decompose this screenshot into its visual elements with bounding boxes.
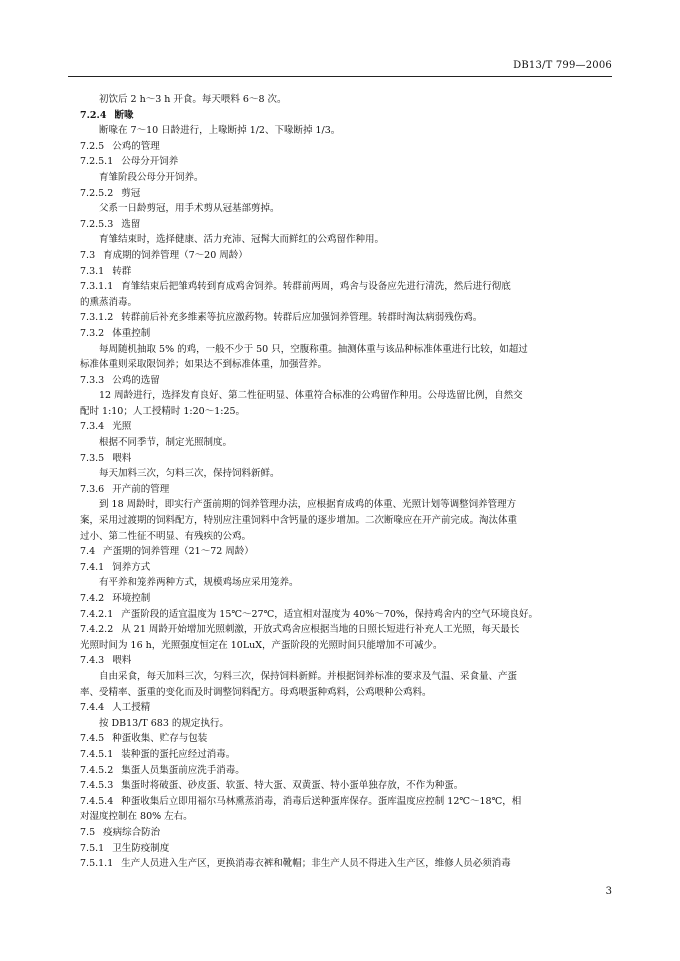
section-number: 7.3.3	[80, 374, 105, 386]
section-number: 7.4	[80, 546, 96, 558]
line-text: 集蛋人员集蛋前应洗手消毒。	[121, 764, 245, 776]
section-heading: 饲养方式	[112, 561, 151, 573]
text-line	[80, 232, 636, 248]
line-text: 初饮后 2 h～3 h 开食。每天喂料 6～8 次。	[99, 94, 287, 105]
section-heading: 产蛋期的饲养管理（21～72 周龄）	[103, 546, 254, 558]
line-text: 装种蛋的蛋托应经过消毒。	[121, 748, 236, 760]
section-line	[80, 778, 636, 794]
section-line	[80, 279, 636, 295]
line-text: 对湿度控制在 80% 左右。	[80, 811, 193, 823]
line-text: 到 18 周龄时，即实行产蛋前期的饲养管理办法，应根据育成鸡的体重、光照计划等调整饲养管理方	[99, 499, 517, 511]
section-line	[80, 451, 636, 467]
text-line	[80, 685, 636, 701]
line-text: 过小、第二性征不明显、有残疾的公鸡。	[80, 530, 252, 542]
line-text: 自由采食，每天加料三次，匀料三次，保持饲料新鲜。并根据饲养标准的要求及气温、采食量、产蛋	[99, 670, 518, 682]
line-text: 生产人员进入生产区，更换消毒衣裤和靴帽；非生产人员不得进入生产区，维修人员必须消毒	[121, 858, 511, 870]
section-heading: 公鸡的管理	[112, 140, 160, 152]
section-number: 7.4.4	[80, 702, 105, 714]
section-heading: 喂料	[112, 452, 132, 464]
section-line	[80, 108, 636, 124]
section-number: 7.4.5.3	[80, 780, 114, 792]
line-text: 有平养和笼养两种方式，规模鸡场应采用笼养。	[99, 577, 299, 589]
section-heading: 体重控制	[112, 327, 151, 339]
section-line	[80, 700, 636, 716]
text-line	[80, 170, 636, 186]
text-line	[80, 357, 636, 373]
section-line	[80, 607, 636, 623]
section-line	[80, 841, 636, 857]
section-number: 7.4.2	[80, 593, 105, 604]
section-line	[80, 217, 636, 233]
line-text: 集蛋时将破蛋、砂皮蛋、软蛋、特大蛋、双黄蛋、特小蛋单独存放，不作为种蛋。	[121, 780, 464, 792]
section-heading: 种蛋收集、贮存与包装	[112, 733, 208, 745]
line-text: 剪冠	[121, 187, 141, 199]
section-line	[80, 186, 636, 202]
line-text: 案，采用过渡期的饲料配方，特别应注重饲料中含钙量的逐步增加。二次断喙应在开产前完成。淘汰体重	[80, 515, 518, 527]
section-number: 7.4.5.4	[80, 795, 114, 807]
section-line	[80, 622, 636, 638]
section-number: 7.3.4	[80, 421, 105, 433]
section-line	[80, 544, 636, 560]
section-line	[80, 747, 636, 763]
line-text: 转群前后补充多维素等抗应激药物。转群后应加强饲养管理。转群时淘汰病弱残伤鸡。	[121, 312, 483, 324]
section-line	[80, 326, 636, 342]
section-number: 7.3.5	[80, 452, 105, 464]
section-heading: 环境控制	[112, 593, 151, 604]
line-text: 父系一日龄剪冠，用手术剪从冠基部剪掉。	[99, 203, 280, 215]
section-number: 7.4.2.1	[80, 608, 114, 620]
text-line	[80, 123, 636, 139]
line-text: 每周随机抽取 5% 的鸡，一般不少于 50 只，空腹称重。抽测体重与该品种标准体重进行比较，如超过	[99, 343, 528, 355]
section-heading: 转群	[112, 265, 132, 277]
section-line	[80, 139, 636, 155]
line-text: 12 周龄进行，选择发育良好、第二性征明显、体重符合标准的公鸡留作种用。公母选留比例，自然交	[99, 390, 523, 402]
section-number: 7.2.5.1	[80, 156, 114, 168]
section-number: 7.4.2.2	[80, 624, 114, 636]
line-text: 光照时间为 16 h，光照强度恒定在 10LuX，产蛋阶段的光照时间只能增加不可减少。	[80, 639, 443, 651]
section-heading: 公鸡的选留	[112, 374, 160, 386]
line-text: 育雏结束后把雏鸡转到育成鸡舍饲养。转群前两周，鸡舍与设备应先进行清洗，然后进行彻底	[121, 281, 511, 293]
text-line	[80, 342, 636, 358]
page-number: 3	[605, 886, 612, 897]
section-number: 7.2.5.2	[80, 187, 114, 199]
text-line	[80, 92, 636, 108]
section-number: 7.2.4	[80, 109, 107, 121]
line-text: 根据不同季节，制定光照制度。	[99, 437, 233, 449]
section-line	[80, 264, 636, 280]
text-line	[80, 529, 636, 545]
section-heading: 光照	[112, 421, 132, 433]
line-text: 育雏结束时，选择健康、活力充沛、冠髯大而鲜红的公鸡留作种用。	[99, 234, 385, 246]
line-text: 育雏阶段公母分开饲养。	[99, 171, 204, 183]
line-text: 的熏蒸消毒。	[80, 296, 138, 308]
section-heading: 开产前的管理	[112, 483, 170, 495]
section-heading: 育成期的饲养管理（7～20 周龄）	[103, 249, 248, 261]
section-line	[80, 560, 636, 576]
document-body	[80, 92, 636, 872]
section-line	[80, 825, 636, 841]
header-rule	[68, 76, 612, 77]
section-line	[80, 373, 636, 389]
text-line	[80, 388, 636, 404]
line-text: 按 DB13/T 683 的规定执行。	[99, 717, 229, 729]
text-line	[80, 716, 636, 732]
section-line	[80, 482, 636, 498]
document-code: DB13/T 799—2006	[513, 60, 612, 71]
text-line	[80, 201, 636, 217]
section-heading: 卫生防疫制度	[112, 842, 170, 854]
section-line	[80, 653, 636, 669]
section-heading: 人工授精	[112, 702, 151, 714]
text-line	[80, 435, 636, 451]
section-number: 7.2.5	[80, 140, 105, 152]
section-line	[80, 591, 636, 607]
line-text: 种蛋收集后立即用福尔马林熏蒸消毒，消毒后送种蛋库保存。蛋库温度应控制 12℃～18℃，相	[121, 795, 522, 807]
line-text: 配时 1:10；人工授精时 1:20～1:25。	[80, 405, 246, 417]
section-number: 7.2.5.3	[80, 218, 114, 230]
section-heading: 喂料	[112, 655, 132, 667]
text-line	[80, 575, 636, 591]
section-line	[80, 248, 636, 264]
section-number: 7.3.1.1	[80, 281, 114, 293]
section-line	[80, 731, 636, 747]
section-number: 7.3.2	[80, 327, 105, 339]
text-line	[80, 497, 636, 513]
section-number: 7.4.5	[80, 733, 105, 745]
text-line	[80, 638, 636, 654]
section-number: 7.4.3	[80, 655, 105, 667]
line-text: 断喙在 7～10 日龄进行，上喙断掉 1/2、下喙断掉 1/3。	[99, 125, 341, 137]
section-line	[80, 856, 636, 872]
line-text: 产蛋阶段的适宜温度为 15℃～27℃，适宜相对湿度为 40%～70%，保持鸡舍内的空气环境良好。	[121, 608, 538, 620]
section-number: 7.5	[80, 826, 96, 838]
section-number: 7.3.1	[80, 265, 105, 277]
section-number: 7.4.5.2	[80, 764, 114, 776]
section-number: 7.4.1	[80, 561, 105, 573]
line-text: 率、受精率、蛋重的变化而及时调整饲料配方。母鸡喂蛋种鸡料，公鸡喂种公鸡料。	[80, 686, 432, 698]
section-line	[80, 310, 636, 326]
section-number: 7.3	[80, 249, 96, 261]
text-line	[80, 466, 636, 482]
line-text: 公母分开饲养	[121, 156, 179, 168]
section-number: 7.3.6	[80, 483, 105, 495]
section-line	[80, 763, 636, 779]
section-number: 7.4.5.1	[80, 748, 114, 760]
section-heading: 疫病综合防治	[103, 826, 161, 838]
section-line	[80, 154, 636, 170]
text-line	[80, 295, 636, 311]
section-line	[80, 794, 636, 810]
line-text: 标准体重则采取限饲养；如果达不到标准体重，加强营养。	[80, 359, 328, 371]
text-line	[80, 809, 636, 825]
section-heading: 断喙	[114, 109, 134, 121]
section-number: 7.3.1.2	[80, 312, 114, 324]
text-line	[80, 513, 636, 529]
line-text: 从 21 周龄开始增加光照刺激，开放式鸡舍应根据当地的日照长短进行补充人工光照，每天最长	[121, 624, 520, 636]
line-text: 选留	[121, 218, 141, 230]
section-number: 7.5.1	[80, 842, 105, 854]
line-text: 每天加料三次，匀料三次，保持饲料新鲜。	[99, 468, 280, 480]
section-line	[80, 419, 636, 435]
text-line	[80, 404, 636, 420]
text-line	[80, 669, 636, 685]
section-number: 7.5.1.1	[80, 858, 114, 870]
